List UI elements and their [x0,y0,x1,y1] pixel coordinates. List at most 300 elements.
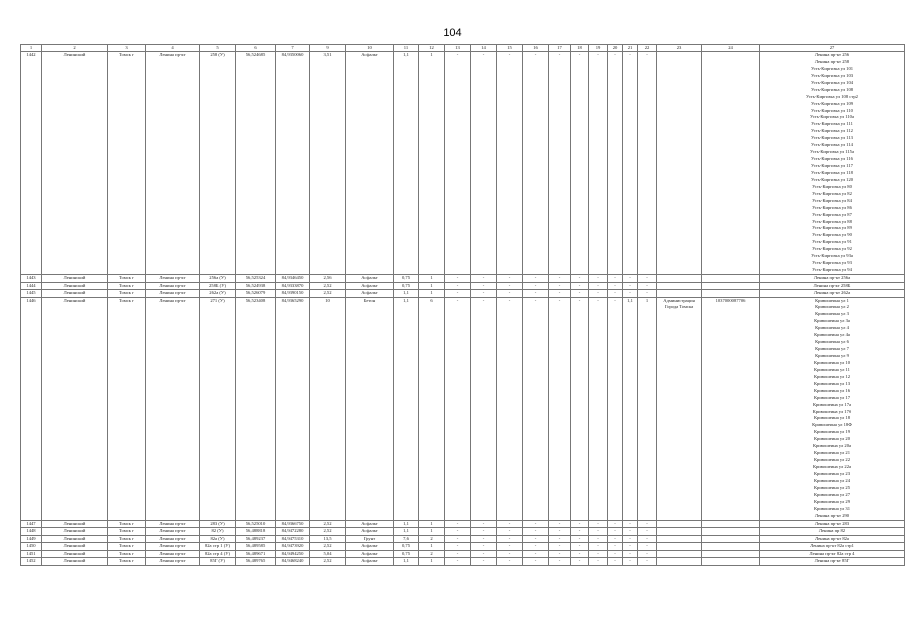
address-list-cell [760,535,905,543]
col15-cell [497,550,523,558]
address-item: Кривошеина ул 6 [815,339,849,345]
address-item: Ленина пр-кт 256а [813,275,851,280]
address-list-cell [760,528,905,536]
row-number [21,297,42,520]
district-cell-text: Ленинский [63,52,86,57]
col14-cell [471,543,497,551]
col18-cell-text: - [578,52,581,57]
district-cell [42,520,108,528]
city-cell [108,535,146,543]
col20-cell [608,290,623,298]
street-cell [146,282,200,290]
longitude-cell-text: 84,9390150 [281,290,304,295]
col11-cell [394,558,419,566]
address-item: Кривошеина ул 31 [813,505,851,511]
col20-cell-text: - [614,543,616,548]
house-cell-text: 82а (У) [210,535,225,541]
col18-cell [571,550,589,558]
latitude-cell [236,282,276,290]
col16-cell-text: - [534,290,537,295]
col19-cell-text: - [597,535,599,541]
col21-cell-text: - [629,520,631,526]
col15-cell-text: - [508,282,511,288]
col20-cell-text: - [614,535,616,541]
address-item: Усть-Киргизка ул 109 [810,100,854,106]
column-header: 20 [608,45,623,52]
col22-cell-text: - [646,52,648,57]
address-item: Кривошеина ул 29 [813,498,851,504]
col17-cell-text: - [558,550,561,556]
address-list-cell [760,290,905,298]
address-item: Кривошеина ул 12 [813,373,851,379]
col12-cell-text: 2 [430,535,433,541]
latitude-cell [236,290,276,298]
col17-cell-text: - [558,282,561,288]
col16-cell [523,290,549,298]
col14-cell-text: - [482,528,485,533]
column-header: 2 [42,45,108,52]
address-item: Ленина пр-кт 256 [814,52,850,57]
col18-cell-text: - [578,520,581,526]
width-cell-text: 2,52 [323,543,332,548]
street-cell-text: Ленина пр-кт [159,543,186,548]
table-row [21,543,905,551]
owner-cell [657,275,702,283]
col13-cell-text: - [456,297,459,303]
longitude-cell-text: 84,9472280 [281,528,304,533]
col14-cell [471,282,497,290]
col17-cell-text: - [558,520,561,526]
table-row [21,558,905,566]
surface-cell [346,282,394,290]
latitude-cell [236,520,276,528]
col14-cell [471,52,497,275]
col11-cell-text: 1,1 [403,558,409,563]
col12-cell [419,543,445,551]
col13-cell-text: - [456,282,459,288]
latitude-cell-text: 56,489671 [245,550,266,556]
district-cell [42,528,108,536]
street-cell-text: Ленина пр-кт [159,52,186,57]
row-number [21,52,42,275]
col13-cell [445,290,471,298]
house-cell-text: 82а стр 1 (У) [204,543,231,548]
address-item: Кривошеина ул 20а [812,443,852,449]
house-cell-text: 258Б (У) [209,282,226,288]
address-list [761,283,903,290]
city-cell-text: Томск г [119,550,134,556]
col22-cell [638,52,657,275]
col11-cell-text: 0,75 [401,543,411,548]
col16-cell-text: - [534,543,537,548]
address-item: Кривошеина ул 21 [813,450,851,456]
city-cell-text: Томск г [119,297,134,303]
address-item: Ленина пр-кт 258 [814,58,850,64]
col11-cell [394,282,419,290]
owner-cell [657,550,702,558]
col18-cell [571,282,589,290]
table-row [21,550,905,558]
address-list-cell [760,297,905,520]
row-number [21,550,42,558]
col15-cell [497,282,523,290]
col13-cell-text: - [456,520,459,526]
city-cell-text: Томск г [119,290,134,295]
district-cell [42,535,108,543]
col21-cell-text: 1,1 [627,297,633,303]
col11-cell [394,297,419,520]
longitude-cell [276,290,310,298]
latitude-cell-text: 56,489585 [245,543,266,548]
col14-cell-text: - [482,282,485,288]
col22-cell [638,543,657,551]
address-item: Усть-Киргизка ул 94 [812,267,852,273]
col14-cell [471,290,497,298]
surface-cell-text: Асфальт [361,550,378,556]
address-list [761,536,903,543]
col13-cell-text: - [456,550,459,556]
col14-cell-text: - [482,52,485,57]
col15-cell [497,290,523,298]
district-cell-text: Ленинский [63,550,86,556]
latitude-cell [236,543,276,551]
col22-cell [638,528,657,536]
col22-cell [638,282,657,290]
city-cell-text: Томск г [119,275,134,280]
col11-cell [394,535,419,543]
owner-cell [657,558,702,566]
ogrn-cell [702,290,760,298]
col20-cell-text: - [614,282,616,288]
col18-cell-text: - [578,558,581,563]
address-item: Кривошеина ул 3а [814,318,850,324]
col22-cell-text: - [646,290,648,295]
width-cell [310,535,346,543]
col11-cell-text: 7,6 [403,535,409,541]
col13-cell-text: - [456,290,459,295]
address-item: Ленина пр-кт 82а стр1 [810,543,854,548]
col18-cell-text: - [578,543,581,548]
col20-cell-text: - [614,558,616,563]
col21-cell [623,535,638,543]
row-number-text: 1448 [26,528,36,533]
district-cell [42,282,108,290]
longitude-cell [276,543,310,551]
col22-cell [638,297,657,520]
col16-cell-text: - [534,297,537,303]
longitude-cell [276,535,310,543]
address-item: Усть-Киргизка ул 89 [812,225,852,231]
latitude-cell [236,528,276,536]
surface-cell-text: Асфальт [361,290,378,295]
col21-cell-text: - [629,282,631,288]
col12-cell [419,290,445,298]
col13-cell-text: - [456,528,459,533]
column-header: 24 [702,45,760,52]
longitude-cell-text: 84,9346450 [281,275,304,280]
latitude-cell-text: 56,525324 [245,275,266,280]
district-cell-text: Ленинский [63,282,86,288]
ogrn-cell [702,558,760,566]
col13-cell [445,52,471,275]
col22-cell-text: - [646,550,648,556]
longitude-cell [276,528,310,536]
col19-cell-text: - [597,558,599,563]
col11-cell-text: 0,75 [401,282,411,288]
width-cell [310,275,346,283]
width-cell-text: 10 [325,297,330,303]
address-item: Кривошеина ул 13 [813,380,851,386]
latitude-cell [236,550,276,558]
city-cell-text: Томск г [119,52,134,57]
col16-cell [523,520,549,528]
longitude-cell-text: 84,9468240 [281,558,304,563]
col21-cell [623,543,638,551]
col17-cell [549,550,571,558]
house-cell [200,550,236,558]
col19-cell [589,543,608,551]
surface-cell-text: Асфальт [361,282,378,288]
address-item: Усть-Киргизка ул 92 [812,246,852,252]
col14-cell [471,297,497,520]
address-item: Ленина пр-кт 290 [814,512,850,518]
longitude-cell-text: 84,9350060 [281,52,304,57]
col13-cell-text: - [456,275,459,280]
col16-cell-text: - [534,520,537,526]
col15-cell-text: - [508,297,511,303]
longitude-cell-text: 84,9366750 [281,520,304,526]
col14-cell-text: - [482,520,485,526]
table-row [21,297,905,520]
column-header: 9 [310,45,346,52]
header-row [21,45,905,52]
row-number [21,535,42,543]
width-cell-text: 2,52 [323,528,332,533]
col15-cell-text: - [508,550,511,556]
city-cell [108,290,146,298]
col20-cell [608,297,623,520]
address-item: Кривошеина ул 17 [813,394,851,400]
longitude-cell [276,282,310,290]
district-cell [42,52,108,275]
row-number [21,528,42,536]
col11-cell [394,520,419,528]
col16-cell-text: - [534,528,537,533]
address-item: Кривошеина ул 17б [812,408,852,414]
column-header: 15 [497,45,523,52]
address-item: Ленина пр 82 [818,528,846,533]
table-row [21,528,905,536]
house-cell-text: 258 (У) [210,52,225,57]
table-row [21,535,905,543]
house-cell-text: 283 (У) [210,520,225,526]
col14-cell [471,520,497,528]
width-cell-text: 13,5 [323,535,332,541]
col13-cell [445,550,471,558]
col22-cell-text: - [646,558,648,563]
ogrn-cell [702,535,760,543]
city-cell-text: Томск г [119,528,134,533]
address-item: Кривошеина ул 23 [813,470,851,476]
column-header: 27 [760,45,905,52]
row-number-text: 1443 [26,275,36,280]
row-number [21,520,42,528]
table-row [21,282,905,290]
column-header: 23 [657,45,702,52]
col15-cell-text: - [508,543,511,548]
surface-cell-text: Бетон [363,297,376,303]
row-number [21,558,42,566]
col17-cell [549,535,571,543]
owner-cell [657,290,702,298]
col17-cell-text: - [558,543,561,548]
district-cell [42,550,108,558]
column-header: 14 [471,45,497,52]
col21-cell [623,297,638,520]
col14-cell-text: - [482,558,485,563]
street-cell [146,520,200,528]
col21-cell-text: - [629,290,631,295]
column-header: 7 [276,45,310,52]
surface-cell [346,528,394,536]
latitude-cell [236,52,276,275]
address-item: Усть-Киргизка ул 104 [810,79,854,85]
table-row [21,520,905,528]
col17-cell-text: - [558,275,561,280]
col18-cell [571,558,589,566]
col18-cell-text: - [578,535,581,541]
col11-cell-text: 0,75 [401,550,411,556]
column-header: 5 [200,45,236,52]
address-list [761,558,903,565]
address-list [761,543,903,550]
street-cell-text: Ленина пр-кт [159,290,186,295]
col16-cell [523,528,549,536]
col18-cell-text: - [578,275,581,280]
row-number-text: 1451 [26,550,36,556]
district-cell-text: Ленинский [63,275,86,280]
col18-cell [571,543,589,551]
city-cell-text: Томск г [119,543,134,548]
city-cell [108,543,146,551]
district-cell-text: Ленинский [63,528,86,533]
col16-cell-text: - [534,52,537,57]
col21-cell-text: - [629,535,631,541]
col12-cell [419,520,445,528]
district-cell [42,290,108,298]
longitude-cell-text: 84,9494250 [281,550,304,556]
longitude-cell [276,275,310,283]
latitude-cell [236,275,276,283]
address-item: Кривошеина ул 16 [813,387,851,393]
col16-cell [523,275,549,283]
col22-cell [638,550,657,558]
col12-cell-text: 1 [430,282,433,288]
address-item: Кривошеина ул 18 [813,415,851,421]
street-cell-text: Ленина пр-кт [159,275,186,280]
column-header: 4 [146,45,200,52]
latitude-cell [236,535,276,543]
address-item: Усть-Киргизка ул 115а [810,149,854,155]
col17-cell-text: - [558,290,561,295]
ogrn-cell [702,543,760,551]
col21-cell [623,520,638,528]
col20-cell-text: - [614,275,616,280]
col21-cell-text: - [629,558,631,563]
col13-cell [445,558,471,566]
surface-cell-text: Грунт [363,535,376,541]
col14-cell-text: - [482,275,485,280]
column-header: 1 [21,45,42,52]
col19-cell-text: - [597,290,599,295]
col14-cell-text: - [482,297,485,303]
address-item: Усть-Киргизка ул 91 [812,239,852,245]
col22-cell [638,520,657,528]
address-list [761,275,903,282]
latitude-cell [236,558,276,566]
address-item: Усть-Киргизка ул 84 [812,197,852,203]
column-header: 18 [571,45,589,52]
col15-cell-text: - [508,52,511,57]
col12-cell-text: 1 [430,275,433,280]
street-cell [146,290,200,298]
house-cell [200,528,236,536]
address-item: Кривошеина ул 25 [813,484,851,490]
col12-cell [419,52,445,275]
row-number-text: 1452 [26,558,36,563]
latitude-cell-text: 56,524685 [245,52,266,57]
column-header: 17 [549,45,571,52]
column-header: 13 [445,45,471,52]
address-list [761,298,903,520]
street-cell-text: Ленина пр-кт [159,535,186,541]
col20-cell [608,528,623,536]
col12-cell-text: 6 [430,297,433,303]
surface-cell [346,520,394,528]
district-cell-text: Ленинский [63,290,86,295]
width-cell [310,297,346,520]
col17-cell [549,528,571,536]
latitude-cell-text: 56,488818 [245,528,266,533]
street-cell [146,52,200,275]
address-item: Ленина пр-кт 85Г [814,558,850,563]
col21-cell [623,558,638,566]
city-cell [108,520,146,528]
row-number-text: 1444 [26,282,36,288]
col20-cell-text: - [614,550,616,556]
col16-cell-text: - [534,550,537,556]
address-list-cell [760,520,905,528]
col22-cell [638,535,657,543]
col20-cell [608,52,623,275]
width-cell-text: 2,56 [323,275,332,280]
longitude-cell-text: 84,9473920 [281,543,304,548]
longitude-cell [276,297,310,520]
surface-cell-text: Асфальт [361,558,378,563]
house-cell [200,290,236,298]
col11-cell-text: 1,1 [403,520,409,526]
col22-cell-text: - [646,282,648,288]
col18-cell-text: - [578,528,581,533]
surface-cell-text: Асфальт [361,520,378,526]
col18-cell-text: - [578,282,581,288]
col15-cell-text: - [508,558,511,563]
table-row [21,290,905,298]
address-item: Ленина пр-кт 82а стр 4 [809,550,855,556]
row-number [21,543,42,551]
col17-cell [549,275,571,283]
col15-cell [497,543,523,551]
